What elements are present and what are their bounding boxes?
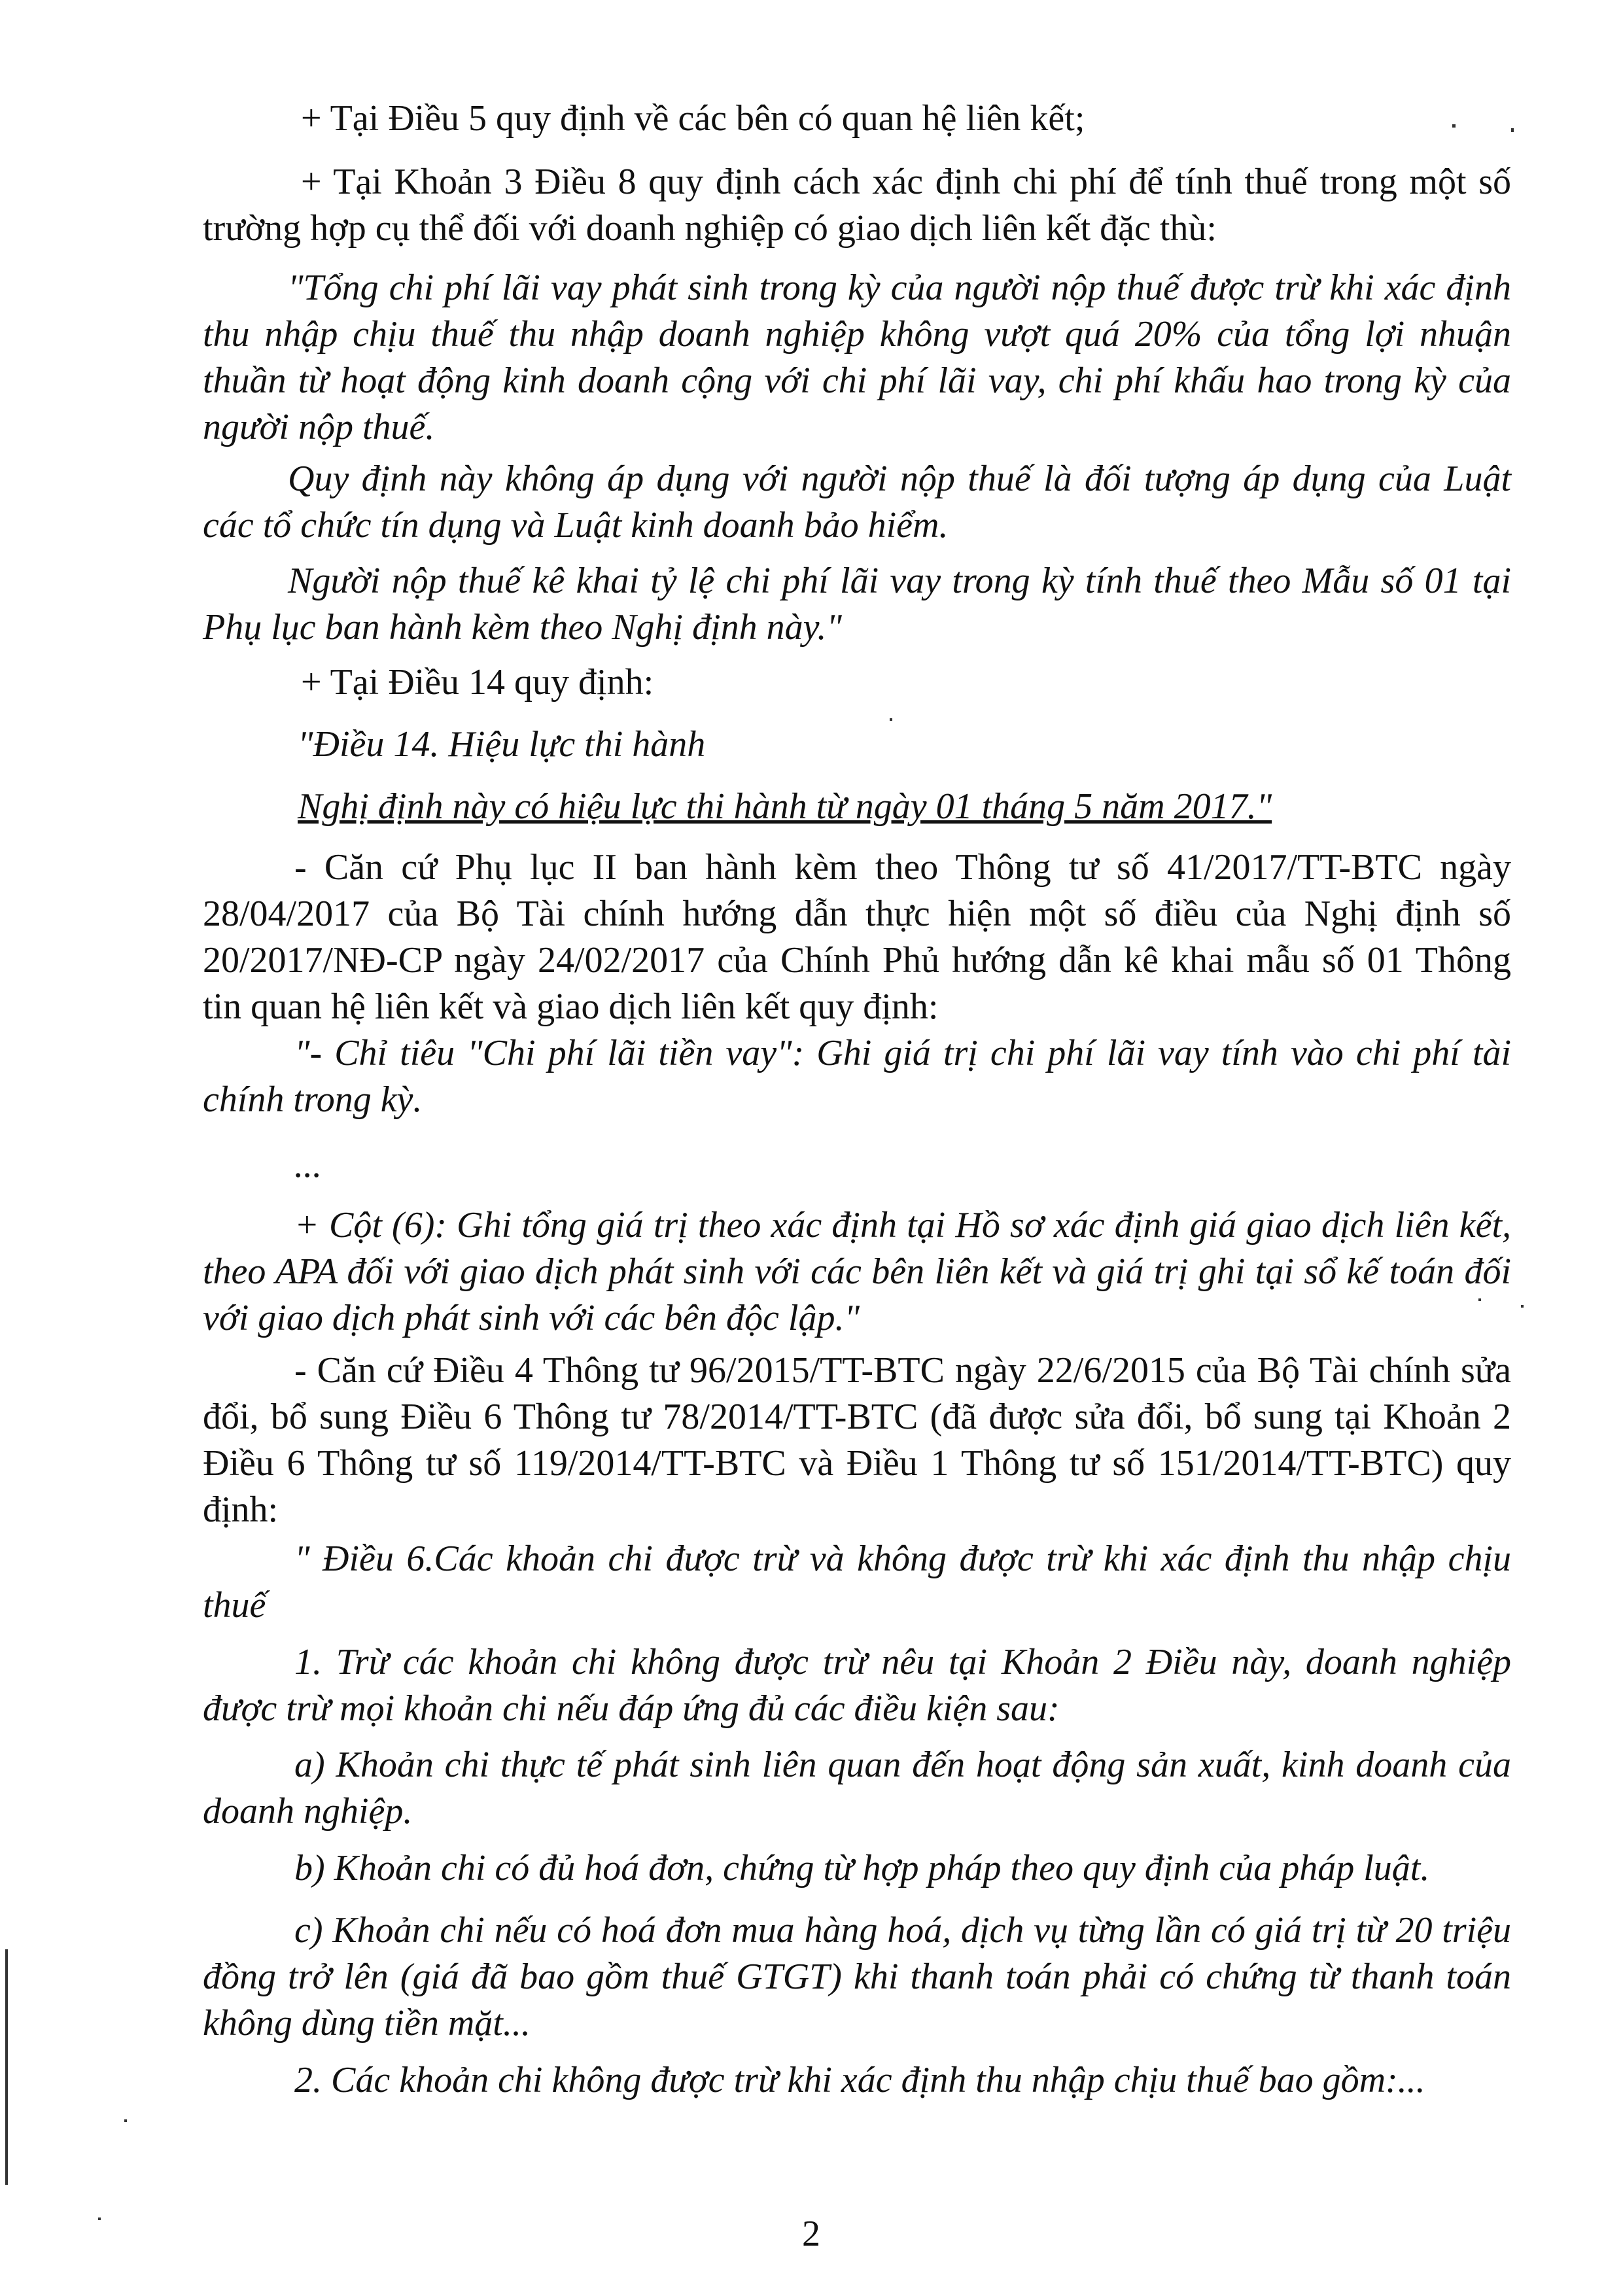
quoted-paragraph: c) Khoản chi nếu có hoá đơn mua hàng hoá, dịch vụ từng lần có giá trị từ 20 triệu đồng trở lên (giá đã bao gồm thuế GTGT) khi thanh toán phải có chứng từ thanh toán không dùng tiền mặt...	[203, 1910, 1511, 2044]
scan-speck	[1521, 1305, 1524, 1308]
scan-speck	[98, 2218, 101, 2220]
quoted-heading: "Điều 14. Hiệu lực thi hành	[298, 724, 706, 765]
ellipsis: ...	[294, 1145, 322, 1185]
paragraph: + Tại Điều 14 quy định:	[301, 662, 654, 703]
quoted-paragraph: "- Chỉ tiêu "Chi phí lãi tiền vay": Ghi giá trị chi phí lãi vay tính vào chi phí tài chính trong kỳ.	[203, 1033, 1511, 1120]
scan-speck	[1452, 124, 1456, 128]
paragraph: + Tại Điều 5 quy định về các bên có quan hệ liên kết;	[301, 98, 1085, 139]
quoted-paragraph: + Cột (6): Ghi tổng giá trị theo xác định tại Hồ sơ xác định giá giao dịch liên kết, theo APA đối với giao dịch phát sinh với các bên liên kết và giá trị ghi tại sổ kế toán đối với giao dịch phát sinh với các bên độc lập."	[203, 1205, 1511, 1338]
quoted-paragraph: a) Khoản chi thực tế phát sinh liên quan đến hoạt động sản xuất, kinh doanh của doanh nghiệp.	[203, 1745, 1511, 1832]
scan-speck	[124, 2119, 127, 2122]
quoted-paragraph: Quy định này không áp dụng với người nộp thuế là đối tượng áp dụng của Luật các tổ chức tín dụng và Luật kinh doanh bảo hiểm.	[203, 459, 1511, 546]
page-number: 2	[802, 2214, 820, 2254]
scan-speck	[1511, 128, 1514, 132]
quoted-paragraph: b) Khoản chi có đủ hoá đơn, chứng từ hợp pháp theo quy định của pháp luật.	[294, 1848, 1430, 1888]
scan-speck	[1478, 1298, 1481, 1301]
paragraph: - Căn cứ Điều 4 Thông tư 96/2015/TT-BTC ngày 22/6/2015 của Bộ Tài chính sửa đổi, bổ sung Điều 6 Thông tư 78/2014/TT-BTC (đã được sửa đổi, bổ sung tại Khoản 2 Điều 6 Thông tư số 119/2014/TT-BTC và Điều 1 Thông tư số 151/2014/TT-BTC) quy định:	[203, 1350, 1511, 1530]
quoted-paragraph: Người nộp thuế kê khai tỷ lệ chi phí lãi vay trong kỳ tính thuế theo Mẫu số 01 tại Phụ lục ban hành kèm theo Nghị định này."	[203, 561, 1511, 648]
quoted-paragraph: "Tổng chi phí lãi vay phát sinh trong kỳ của người nộp thuế được trừ khi xác định thu nhập chịu thuế thu nhập doanh nghiệp không vượt quá 20% của tổng lợi nhuận thuần từ hoạt động kinh doanh cộng với chi phí lãi vay, chi phí khấu hao trong kỳ của người nộp thuế.	[203, 268, 1511, 447]
quoted-paragraph: 2. Các khoản chi không được trừ khi xác định thu nhập chịu thuế bao gồm:...	[294, 2060, 1425, 2100]
scan-edge-mark	[5, 1949, 8, 2185]
paragraph: + Tại Khoản 3 Điều 8 quy định cách xác định chi phí để tính thuế trong một số trường hợp cụ thể đối với doanh nghiệp có giao dịch liên kết đặc thù:	[203, 162, 1511, 249]
scan-speck	[890, 718, 892, 721]
quoted-paragraph: Nghị định này có hiệu lực thi hành từ ngày 01 tháng 5 năm 2017."	[298, 786, 1272, 827]
quoted-paragraph: 1. Trừ các khoản chi không được trừ nêu tại Khoản 2 Điều này, doanh nghiệp được trừ mọi khoản chi nếu đáp ứng đủ các điều kiện sau:	[203, 1642, 1511, 1729]
quoted-heading: " Điều 6.Các khoản chi được trừ và không được trừ khi xác định thu nhập chịu thuế	[203, 1539, 1511, 1626]
paragraph: - Căn cứ Phụ lục II ban hành kèm theo Thông tư số 41/2017/TT-BTC ngày 28/04/2017 của Bộ Tài chính hướng dẫn thực hiện một số điều của Nghị định số 20/2017/NĐ-CP ngày 24/02/2017 của Chính Phủ hướng dẫn kê khai mẫu số 01 Thông tin quan hệ liên kết và giao dịch liên kết quy định:	[203, 847, 1511, 1027]
